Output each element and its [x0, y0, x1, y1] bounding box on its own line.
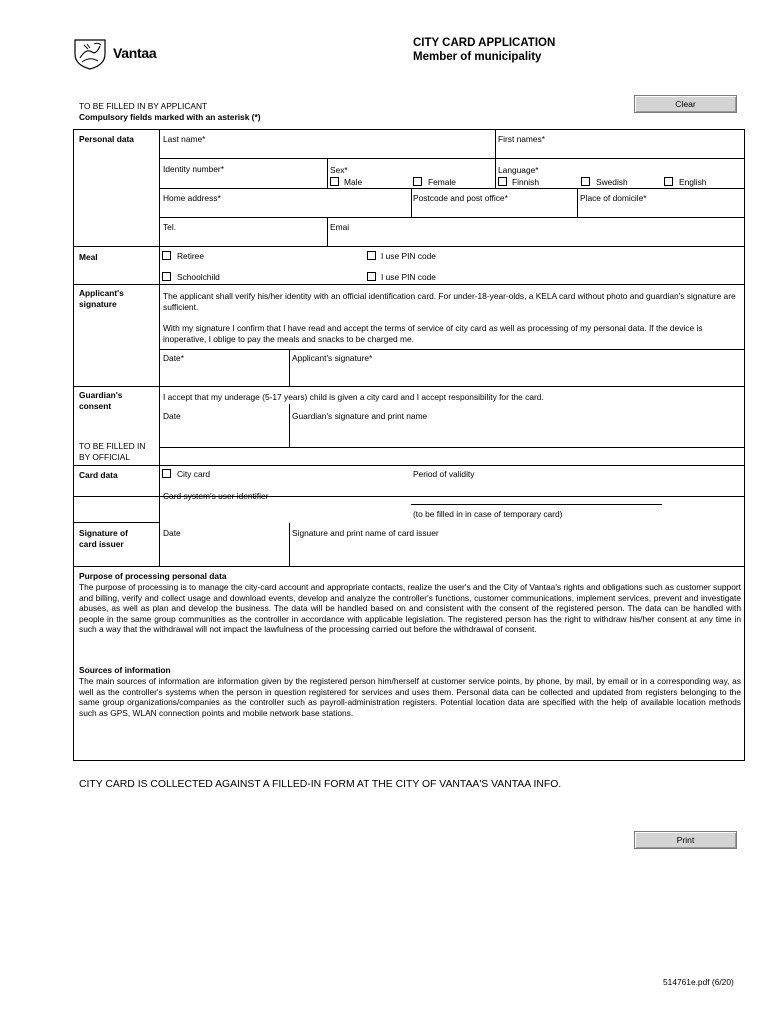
confirm-text: With my signature I confirm that I have read and accept the terms of service of city card as well as processing of my personal data. If the device is inoperative, I oblige to pay the meals and snacks to be charged me. — [163, 323, 703, 344]
section-applicant-line-2: signature — [79, 298, 117, 309]
label-domicile: Place of domicile* — [580, 193, 647, 203]
clear-button[interactable]: Clear — [634, 95, 737, 113]
collected-note: CITY CARD IS COLLECTED AGAINST A FILLED-IN FORM AT THE CITY OF VANTAA'S VANTAA INFO. — [79, 779, 562, 790]
vantaa-logo — [72, 36, 182, 70]
compulsory-note: Compulsory fields marked with an asterisk (*) — [79, 111, 261, 122]
label-email: Emai — [330, 222, 350, 232]
vantaa-crest-icon — [72, 36, 108, 70]
label-english: English — [679, 177, 707, 187]
document-id: 514761e.pdf (6/20) — [663, 977, 734, 987]
fill-by-applicant: TO BE FILLED IN BY APPLICANT — [79, 101, 208, 111]
official-note — [79, 441, 145, 463]
logo-text: Vantaa — [113, 45, 157, 61]
label-date-issuer: Date — [163, 528, 181, 538]
checkbox-city-card[interactable] — [162, 469, 171, 478]
sources-text: The main sources of information are information given by the registered person him/herself at customer service points, by phone, by mail, by email or in a corresponding way, as well as the controller's systems when the person in question registered for services and uses them. Personal data can be collected and updated from registers belonging to the same group organizations/companies as the controller such as payroll-administration registers. Potential location data are specified with the help of available location methods such as GPS, WLAN connection points and mobile network base stations. — [79, 676, 741, 718]
section-issuer-line-1: Signature of — [79, 528, 128, 538]
label-period-validity: Period of validity — [413, 469, 475, 479]
label-schoolchild: Schoolchild — [177, 272, 220, 282]
label-finnish: Finnish — [512, 177, 539, 187]
label-issuer-signature: Signature and print name of card issuer — [292, 528, 439, 538]
label-pin-schoolchild: I use PIN code — [381, 272, 436, 282]
applicant-note — [79, 101, 261, 122]
section-issuer-line-2: card issuer — [79, 538, 124, 549]
sources-title: Sources of information — [79, 665, 171, 675]
label-last-name: Last name* — [163, 134, 206, 144]
verify-text: The applicant shall verify his/her identity with an official identification card. For under-18-year-olds, a KELA card without photo and guardian's signature are sufficient. — [163, 291, 736, 312]
checkbox-swedish[interactable] — [581, 177, 590, 186]
label-female: Female — [428, 177, 456, 187]
official-line-2: BY OFFICIAL — [79, 452, 131, 462]
checkbox-pin-retiree[interactable] — [367, 251, 376, 260]
temporary-card-note: (to be filled in in case of temporary card) — [413, 509, 563, 519]
label-swedish: Swedish — [596, 177, 628, 187]
checkbox-finnish[interactable] — [498, 177, 507, 186]
print-button[interactable]: Print — [634, 831, 737, 849]
purpose-text: The purpose of processing is to manage the city-card account and appropriate contacts, realize the user's and the City of Vantaa's rights and obligations such as customer support and billing, verify and collect usage and download events, develop and analyze the controller's functions, customer communications, implement services, prevent and investigate abuses, as well as plan and develop the business. The data will be handled based on and consistent with the consent of the registered person. The data can be handled with people in the same group communities as the controller in accordance with applicable legislation. The registered person has the right to withdraw his/her consent at any time in such a way that the withdrawal will not impact the lawfulness of the processing carried out before the withdrawal of consent. — [79, 582, 741, 634]
label-user-identifier: Card system's user identifier — [163, 491, 269, 501]
label-pin-retiree: I use PIN code — [381, 251, 436, 261]
title-line-1: CITY CARD APPLICATION — [413, 37, 556, 49]
label-first-names: First names* — [498, 134, 546, 144]
section-applicant-line-1: Applicant's — [79, 288, 124, 298]
label-date-applicant: Date* — [163, 353, 184, 363]
label-postcode: Postcode and post office* — [413, 193, 508, 203]
page-title — [413, 36, 555, 64]
label-retiree: Retiree — [177, 251, 204, 261]
section-personal-data: Personal data — [79, 134, 134, 144]
checkbox-male[interactable] — [330, 177, 339, 186]
section-guardian-line-2: consent — [79, 400, 112, 411]
label-guardian-signature: Guardian's signature and print name — [292, 411, 428, 421]
checkbox-retiree[interactable] — [162, 251, 171, 260]
label-language: Language* — [498, 165, 539, 175]
label-tel: Tel. — [163, 222, 177, 232]
section-card-issuer — [79, 528, 128, 549]
label-sex: Sex* — [330, 165, 348, 175]
label-identity-number: Identity number* — [163, 164, 224, 174]
label-date-guardian: Date — [163, 411, 181, 421]
section-applicant-signature — [79, 288, 124, 309]
checkbox-female[interactable] — [413, 177, 422, 186]
section-card-data: Card data — [79, 470, 118, 480]
checkbox-pin-schoolchild[interactable] — [367, 272, 376, 281]
label-male: Male — [344, 177, 363, 187]
section-guardian-line-1: Guardian's — [79, 390, 123, 400]
label-home-address: Home address* — [163, 193, 221, 203]
label-applicant-signature: Applicant's signature* — [292, 353, 373, 363]
checkbox-schoolchild[interactable] — [162, 272, 171, 281]
purpose-title: Purpose of processing personal data — [79, 571, 227, 581]
checkbox-english[interactable] — [664, 177, 673, 186]
section-meal: Meal — [79, 252, 98, 262]
official-line-1: TO BE FILLED IN — [79, 441, 146, 451]
guardian-accept-text: I accept that my underage (5-17 years) child is given a city card and I accept responsibility for the card. — [163, 392, 544, 402]
title-line-2: Member of municipality — [413, 51, 542, 63]
section-guardian-consent — [79, 390, 122, 411]
label-city-card: City card — [177, 469, 211, 479]
